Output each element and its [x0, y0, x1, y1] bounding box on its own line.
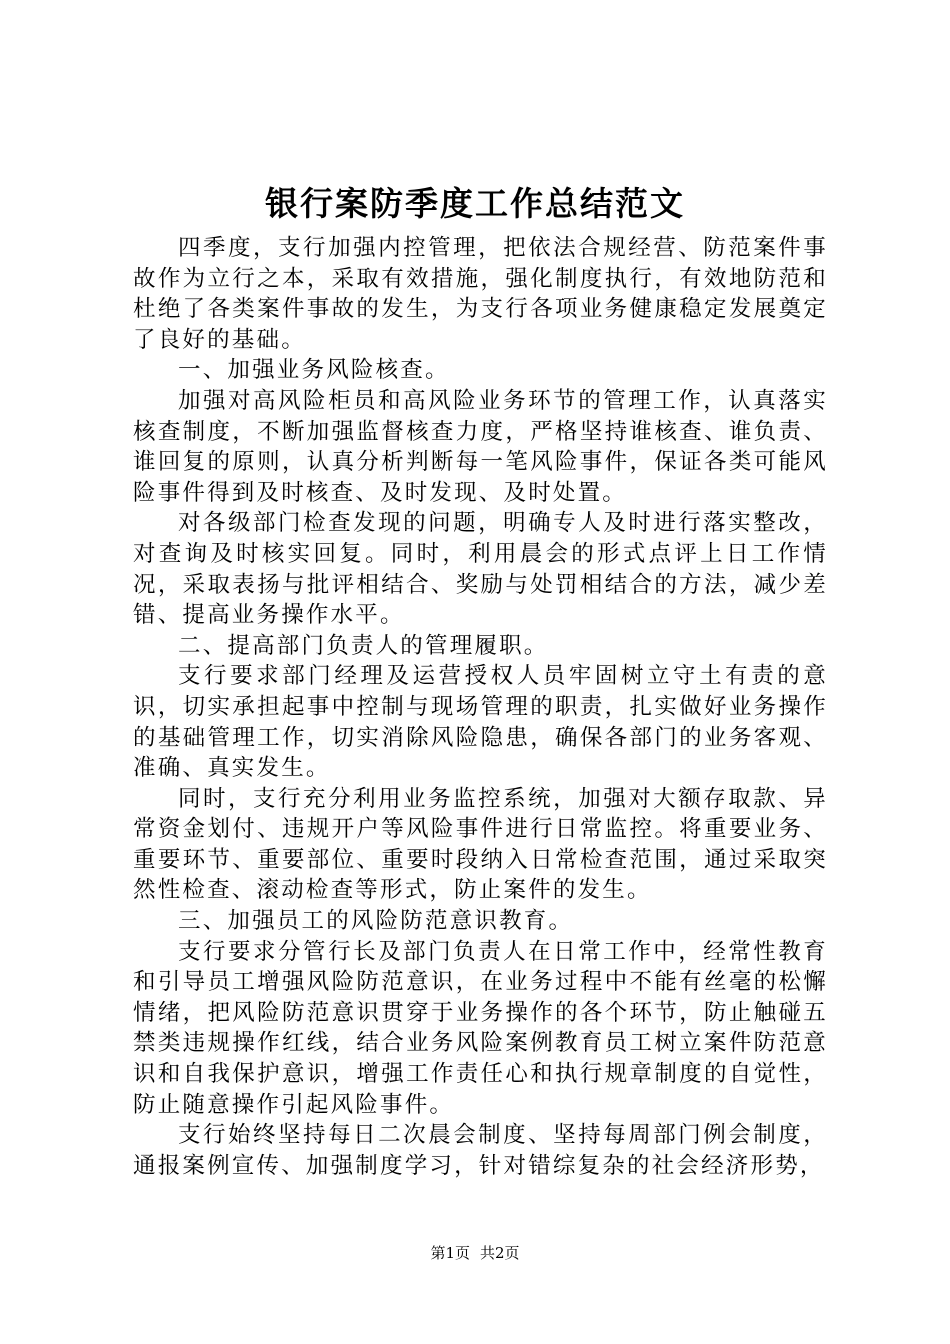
paragraph: 同时，支行充分利用业务监控系统，加强对大额存取款、异常资金划付、违规开户等风险事件进行日常监控。将重要业务、重要环节、重要部位、重要时段纳入日常检查范围，通过采取突然性检查、滚动检查等形式，防止案件的发生。 — [133, 785, 828, 904]
paragraph: 支行始终坚持每日二次晨会制度、坚持每周部门例会制度，通报案例宣传、加强制度学习，针对错综复杂的社会经济形势， — [133, 1122, 828, 1179]
paragraph: 对各级部门检查发现的问题，明确专人及时进行落实整改，对查询及时核实回复。同时，利用晨会的形式点评上日工作情况，采取表扬与批评相结合、奖励与处罚相结合的方法，减少差错、提高业务操作水平。 — [133, 510, 828, 629]
page-number: 第1页 — [430, 1244, 470, 1262]
document-title: 银行案防季度工作总结范文 — [265, 184, 685, 223]
paragraph: 加强对高风险柜员和高风险业务环节的管理工作，认真落实核查制度，不断加强监督核查力度，严格坚持谁核查、谁负责、谁回复的原则，认真分析判断每一笔风险事件，保证各类可能风险事件得到及时核查、及时发现、及时处置。 — [133, 387, 828, 506]
paragraph: 支行要求部门经理及运营授权人员牢固树立守土有责的意识，切实承担起事中控制与现场管理的职责，扎实做好业务操作的基础管理工作，切实消除风险隐患，确保各部门的业务客观、准确、真实发生。 — [133, 663, 828, 782]
section-heading-2: 二、提高部门负责人的管理履职。 — [178, 632, 549, 659]
page-footer — [0, 1243, 950, 1263]
paragraph-intro: 四季度，支行加强内控管理，把依法合规经营、防范案件事故作为立行之本，采取有效措施，强化制度执行，有效地防范和杜绝了各类案件事故的发生，为支行各项业务健康稳定发展奠定了良好的基础。 — [133, 235, 828, 353]
paragraph: 支行要求分管行长及部门负责人在日常工作中，经常性教育和引导员工增强风险防范意识，在业务过程中不能有丝毫的松懈情绪，把风险防范意识贯穿于业务操作的各个环节，防止触碰五禁类违规操作红线，结合业务风险案例教育员工树立案件防范意识和自我保护意识，增强工作责任心和执行规章制度的自觉性，防止随意操作引起风险事件。 — [133, 938, 828, 1118]
document-body — [133, 233, 828, 1181]
section-heading-3: 三、加强员工的风险防范意识教育。 — [178, 908, 574, 935]
section-heading-1: 一、加强业务风险核查。 — [178, 357, 450, 384]
page-total: 共2页 — [480, 1244, 520, 1262]
